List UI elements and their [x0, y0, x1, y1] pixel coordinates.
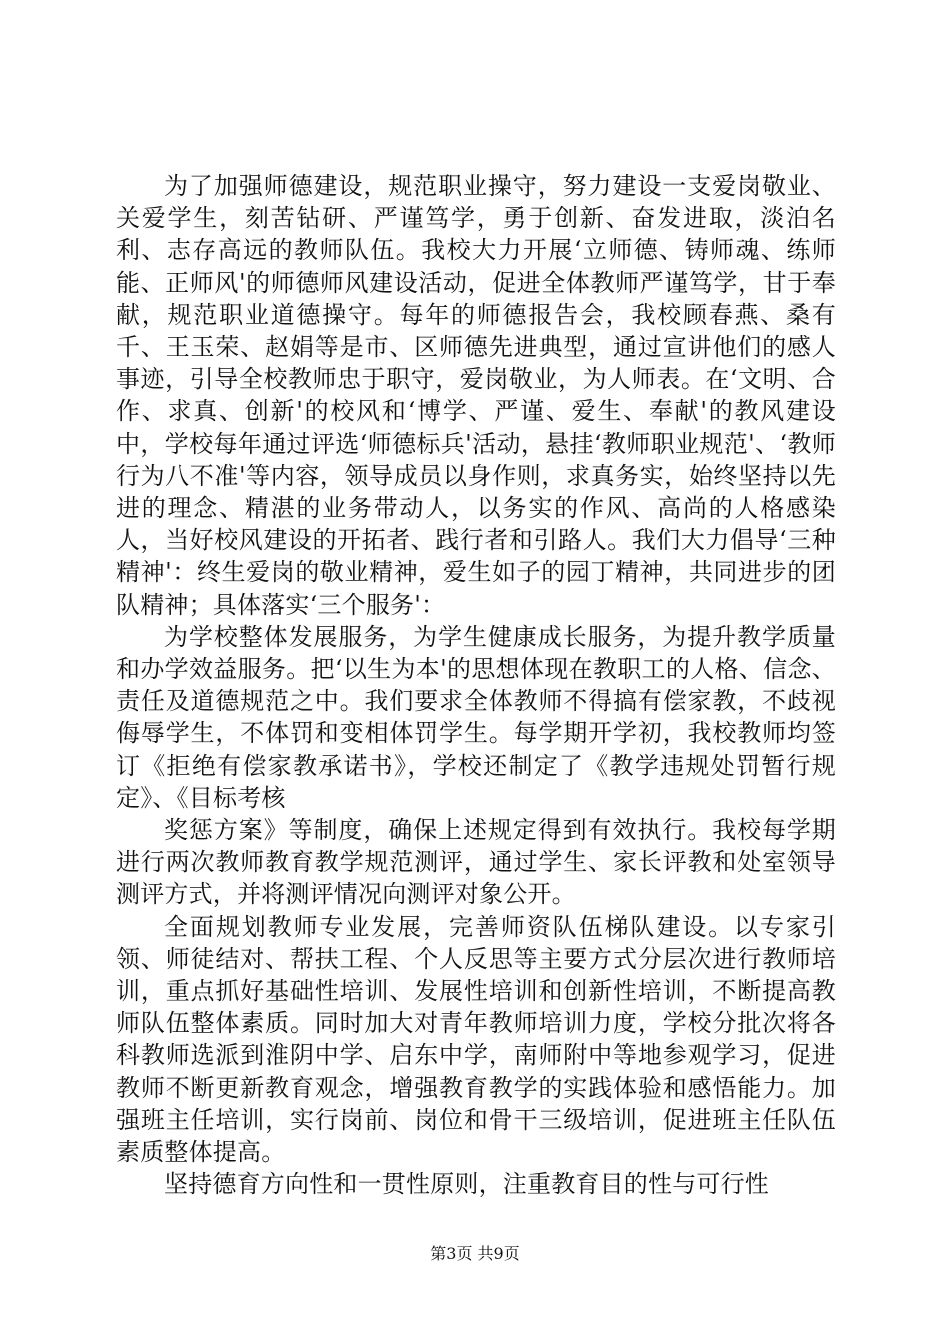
paragraph-rewards-penalties: 奖惩方案》等制度，确保上述规定得到有效执行。我校每学期进行两次教师教育教学规范测评，通过学生、家长评教和处室领导测评方式，并将测评情况向测评对象公开。	[116, 816, 836, 909]
paragraph-teacher-ethics: 为了加强师德建设，规范职业操守，努力建设一支爱岗敬业、关爱学生，刻苦钻研、严谨笃学，勇于创新、奋发进取，淡泊名利、志存高远的教师队伍。我校大力开展‘立师德、铸师魂、练师能、正师风'的师德师风建设活动，促进全体教师严谨笃学，甘于奉献，规范职业道德操守。每年的师德报告会，我校顾春燕、桑有千、王玉荣、赵娟等是市、区师德先进典型，通过宣讲他们的感人事迹，引导全校教师忠于职守，爱岗敬业，为人师表。在‘文明、合作、求真、创新'的校风和‘博学、严谨、爱生、奉献'的教风建设中，学校每年通过评选‘师德标兵'活动，悬挂‘教师职业规范'、‘教师行为八不准'等内容，领导成员以身作则，求真务实，始终坚持以先进的理念、精湛的业务带动人，以务实的作风、高尚的人格感染人，当好校风建设的开拓者、践行者和引路人。我们大力倡导‘三种精神'：终生爱岗的敬业精神，爱生如子的园丁精神，共同进步的团队精神；具体落实‘三个服务'：	[116, 172, 836, 619]
paragraph-three-services: 为学校整体发展服务，为学生健康成长服务，为提升教学质量和办学效益服务。把‘以生为本'的思想体现在教职工的人格、信念、责任及道德规范之中。我们要求全体教师不得搞有偿家教，不歧视侮辱学生，不体罚和变相体罚学生。每学期开学初，我校教师均签订《拒绝有偿家教承诺书》，学校还制定了《教学违规处罚暂行规定》、《目标考核	[116, 622, 836, 812]
document-body	[116, 170, 836, 1201]
page-number: 第3页 共9页	[430, 1244, 520, 1263]
paragraph-moral-education: 坚持德育方向性和一贯性原则，注重教育目的性与可行性	[164, 1170, 769, 1199]
paragraph-professional-development: 全面规划教师专业发展，完善师资队伍梯队建设。以专家引领、师徒结对、帮扶工程、个人反思等主要方式分层次进行教师培训，重点抓好基础性培训、发展性培训和创新性培训，不断提高教师队伍整体素质。同时加大对青年教师培训力度，学校分批次将各科教师选派到淮阴中学、启东中学，南师附中等地参观学习，促进教师不断更新教育观念，增强教育教学的实践体验和感悟能力。加强班主任培训，实行岗前、岗位和骨干三级培训，促进班主任队伍素质整体提高。	[116, 912, 836, 1167]
